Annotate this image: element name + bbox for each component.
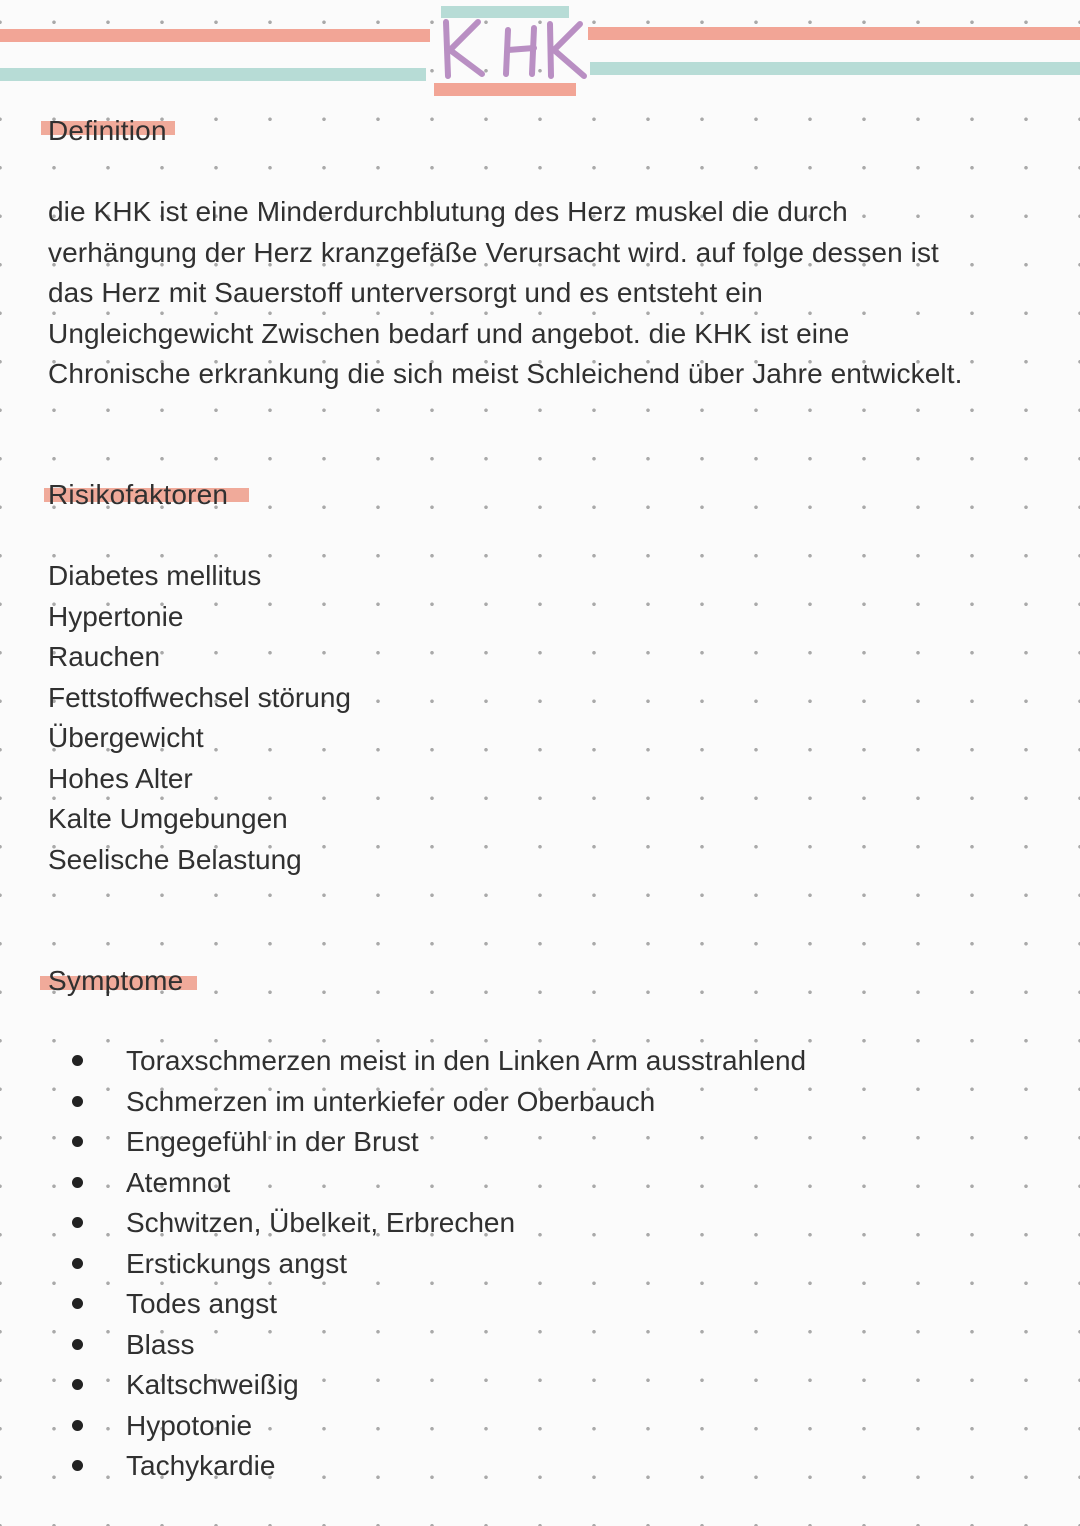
list-item-text: Erstickungs angst [126, 1247, 347, 1279]
definition-heading: Definition [48, 115, 167, 146]
list-item: Hohes Alter [48, 762, 193, 794]
list-item-text: Kaltschweißig [126, 1369, 299, 1400]
definition-paragraph [48, 192, 1048, 395]
definition-line: Ungleichgewicht Zwischen bedarf und angebot. die KHK ist eine [48, 317, 850, 349]
list-item-text: Engegefühl in der Brust [126, 1126, 419, 1157]
header-stripe-teal-left [0, 68, 426, 81]
risk-factors-list [48, 556, 351, 880]
list-item [48, 1446, 806, 1487]
list-item [48, 1122, 806, 1163]
list-item-text: Toraxschmerzen meist in den Linken Arm ausstrahlend [126, 1045, 807, 1076]
symptoms-list [48, 1041, 806, 1487]
list-item-text: Blass [126, 1328, 195, 1360]
bullet-icon [72, 1460, 83, 1471]
bullet-icon [72, 1177, 83, 1188]
list-item [48, 1203, 806, 1244]
risk-factors-heading: Risikofaktoren [48, 479, 229, 510]
list-item: Kalte Umgebungen [48, 803, 288, 834]
list-item-text: Tachykardie [126, 1450, 276, 1481]
list-item [48, 1041, 806, 1082]
header-stripe-salmon-left [0, 29, 430, 42]
bullet-icon [72, 1379, 83, 1390]
definition-line: Chronische erkrankung die sich meist Schleichend über Jahre entwickelt. [48, 358, 963, 389]
list-item-text: Hypotonie [126, 1409, 253, 1441]
list-item: Rauchen [48, 641, 161, 672]
list-item [48, 1284, 806, 1325]
list-item [48, 1082, 806, 1123]
bullet-icon [72, 1298, 83, 1309]
symptoms-heading: Symptome [48, 965, 184, 996]
bullet-icon [72, 1420, 83, 1431]
list-item: Hypertonie [48, 600, 184, 632]
list-item [48, 1244, 806, 1285]
list-item-text: Schwitzen, Übelkeit, Erbrechen [126, 1207, 516, 1238]
bullet-icon [72, 1258, 83, 1269]
list-item: Fettstoffwechsel störung [48, 681, 351, 713]
list-item-text: Schmerzen im unterkiefer oder Oberbauch [126, 1085, 656, 1117]
list-item-text: Atemnot [126, 1166, 231, 1198]
bullet-icon [72, 1136, 83, 1147]
page-title [438, 16, 590, 82]
list-item [48, 1163, 806, 1204]
list-item-text: Todes angst [126, 1288, 277, 1319]
bullet-icon [72, 1096, 83, 1107]
bullet-icon [72, 1339, 83, 1350]
bullet-icon [72, 1055, 83, 1066]
header-stripe-teal-right [590, 62, 1080, 75]
definition-line: verhängung der Herz kranzgefäße Verursacht wird. auf folge dessen ist [48, 236, 939, 268]
title-frame-salmon [434, 83, 576, 96]
bullet-icon [72, 1217, 83, 1228]
list-item: Diabetes mellitus [48, 560, 262, 591]
list-item [48, 1325, 806, 1366]
list-item [48, 1406, 806, 1447]
definition-line: die KHK ist eine Minderdurchblutung des Herz muskel die durch [48, 196, 848, 227]
list-item: Übergewicht [48, 722, 204, 753]
header-stripe-salmon-right [588, 27, 1080, 40]
list-item: Seelische Belastung [48, 843, 302, 875]
list-item [48, 1365, 806, 1406]
definition-line: das Herz mit Sauerstoff unterversorgt und es entsteht ein [48, 277, 763, 308]
